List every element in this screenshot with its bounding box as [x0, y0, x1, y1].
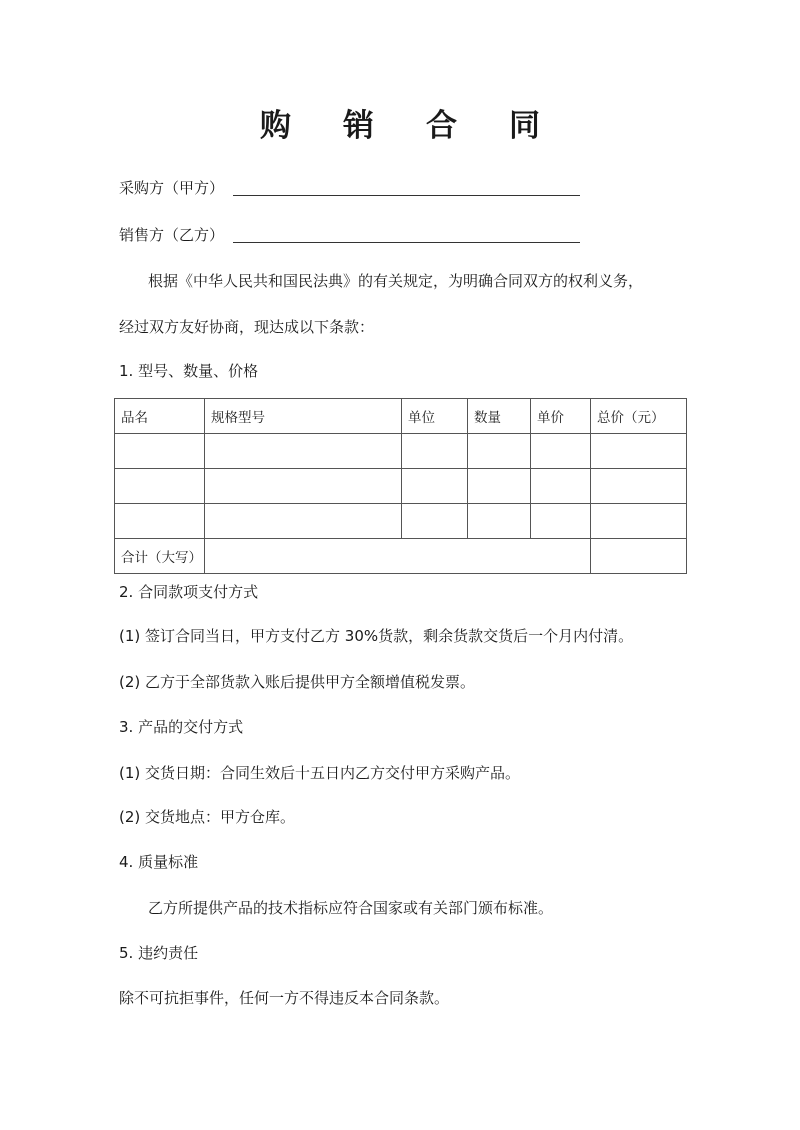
section-1-heading: 1. 型号、数量、价格 [119, 362, 259, 380]
header-spec-model: 规格型号 [205, 399, 402, 434]
seller-label: 销售方（乙方） [119, 226, 225, 244]
section-5-text: 除不可抗拒事件，任何一方不得违反本合同条款。 [119, 989, 450, 1007]
table-cell[interactable] [205, 469, 402, 504]
section-5-heading: 5. 违约责任 [119, 944, 199, 962]
header-unit-price: 单价 [531, 399, 591, 434]
table-total-row [115, 539, 687, 574]
buyer-blank-line[interactable] [233, 195, 580, 196]
table-cell[interactable] [402, 469, 468, 504]
table-cell[interactable] [402, 434, 468, 469]
table-cell[interactable] [591, 469, 687, 504]
table-row [115, 504, 687, 539]
table-cell[interactable] [468, 504, 531, 539]
table-cell[interactable] [591, 504, 687, 539]
preamble-line-1: 根据《中华人民共和国民法典》的有关规定，为明确合同双方的权利义务， [148, 272, 644, 290]
total-label: 合计（大写） [115, 539, 205, 574]
section-2-heading: 2. 合同款项支付方式 [119, 583, 259, 601]
table-cell[interactable] [531, 469, 591, 504]
section-2-item-1: (1) 签订合同当日，甲方支付乙方 30%货款，剩余货款交货后一个月内付清。 [119, 627, 634, 645]
table-row [115, 469, 687, 504]
table-cell[interactable] [205, 434, 402, 469]
table-cell[interactable] [205, 504, 402, 539]
buyer-label: 采购方（甲方） [119, 179, 225, 197]
section-3-item-2: (2) 交货地点：甲方仓库。 [119, 808, 296, 826]
total-amount-cell[interactable] [591, 539, 687, 574]
total-amount-words-cell[interactable] [205, 539, 591, 574]
section-3-item-1: (1) 交货日期：合同生效后十五日内乙方交付甲方采购产品。 [119, 764, 521, 782]
table-cell[interactable] [468, 434, 531, 469]
table-cell[interactable] [531, 504, 591, 539]
table-row [115, 434, 687, 469]
header-product-name: 品名 [115, 399, 205, 434]
table-cell[interactable] [115, 469, 205, 504]
table-cell[interactable] [531, 434, 591, 469]
table-cell[interactable] [402, 504, 468, 539]
section-3-heading: 3. 产品的交付方式 [119, 718, 244, 736]
goods-table [114, 398, 687, 574]
header-unit: 单位 [402, 399, 468, 434]
section-4-heading: 4. 质量标准 [119, 853, 199, 871]
preamble-line-2: 经过双方友好协商，现达成以下条款： [119, 318, 375, 336]
table-header-row [115, 399, 687, 434]
section-2-item-2: (2) 乙方于全部货款入账后提供甲方全额增值税发票。 [119, 673, 476, 691]
header-total-price: 总价（元） [591, 399, 687, 434]
table-cell[interactable] [468, 469, 531, 504]
table-cell[interactable] [115, 504, 205, 539]
seller-blank-line[interactable] [233, 242, 580, 243]
contract-title: 购销合同 [260, 108, 592, 144]
table-cell[interactable] [591, 434, 687, 469]
table-cell[interactable] [115, 434, 205, 469]
section-4-text: 乙方所提供产品的技术指标应符合国家或有关部门颁布标准。 [148, 899, 554, 917]
header-quantity: 数量 [468, 399, 531, 434]
